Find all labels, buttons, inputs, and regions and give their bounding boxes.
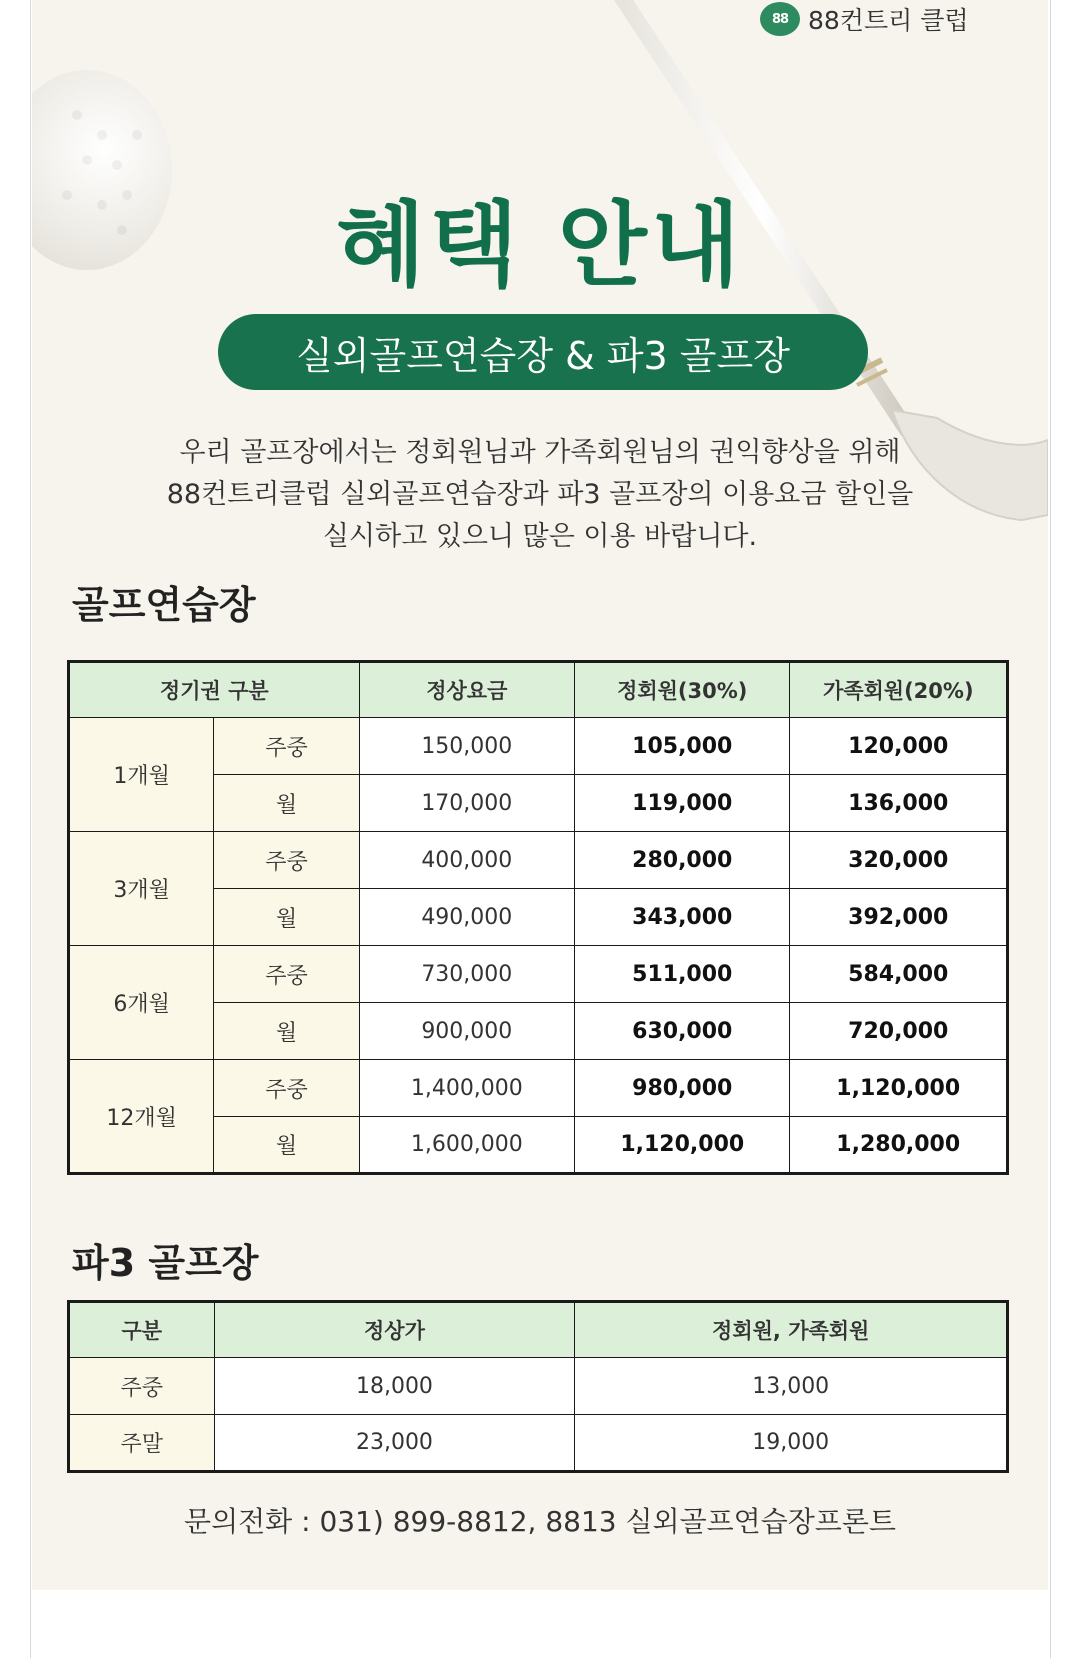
- period-cell: 12개월: [69, 1060, 214, 1174]
- table-row: [69, 1060, 1008, 1117]
- day-type-cell: 월: [214, 1117, 359, 1174]
- table-row: [69, 1358, 1008, 1415]
- header-member-price: 정회원(30%): [575, 662, 790, 718]
- header-member-price: 정회원, 가족회원: [575, 1302, 1008, 1358]
- member-price-cell: 343,000: [575, 889, 790, 946]
- day-type-cell: 주중: [69, 1358, 215, 1415]
- day-type-cell: 주말: [69, 1415, 215, 1472]
- header-family-price: 가족회원(20%): [790, 662, 1008, 718]
- day-type-cell: 주중: [214, 1060, 359, 1117]
- header-normal-price: 정상가: [214, 1302, 575, 1358]
- normal-price-cell: 1,400,000: [359, 1060, 574, 1117]
- member-price-cell: 1,120,000: [575, 1117, 790, 1174]
- member-price-cell: 119,000: [575, 775, 790, 832]
- range-price-table: [67, 660, 1009, 1175]
- subtitle-badge: 실외골프연습장 & 파3 골프장: [218, 314, 868, 390]
- member-price-cell: 13,000: [575, 1358, 1008, 1415]
- intro-line: 우리 골프장에서는 정회원님과 가족회원님의 권익향상을 위해: [179, 437, 901, 468]
- header-category: 구분: [69, 1302, 215, 1358]
- table-row: [69, 946, 1008, 1003]
- family-price-cell: 392,000: [790, 889, 1008, 946]
- normal-price-cell: 18,000: [214, 1358, 575, 1415]
- table-row: [69, 1415, 1008, 1472]
- member-price-cell: 19,000: [575, 1415, 1008, 1472]
- member-price-cell: 630,000: [575, 1003, 790, 1060]
- family-price-cell: 1,280,000: [790, 1117, 1008, 1174]
- range-section-title: 골프연습장: [72, 583, 256, 627]
- par3-section-title: 파3 골프장: [72, 1241, 259, 1285]
- intro-line: 실시하고 있으니 많은 이용 바랍니다.: [322, 521, 758, 552]
- family-price-cell: 720,000: [790, 1003, 1008, 1060]
- family-price-cell: 584,000: [790, 946, 1008, 1003]
- member-price-cell: 980,000: [575, 1060, 790, 1117]
- header-normal-price: 정상요금: [359, 662, 574, 718]
- day-type-cell: 월: [214, 889, 359, 946]
- normal-price-cell: 490,000: [359, 889, 574, 946]
- table-row: [69, 832, 1008, 889]
- day-type-cell: 주중: [214, 946, 359, 1003]
- par3-price-table: [67, 1300, 1009, 1473]
- brand-header: [760, 2, 969, 36]
- day-type-cell: 주중: [214, 832, 359, 889]
- normal-price-cell: 400,000: [359, 832, 574, 889]
- normal-price-cell: 150,000: [359, 718, 574, 775]
- normal-price-cell: 1,600,000: [359, 1117, 574, 1174]
- family-price-cell: 120,000: [790, 718, 1008, 775]
- 88-logo-icon: 88: [760, 2, 800, 36]
- family-price-cell: 1,120,000: [790, 1060, 1008, 1117]
- member-price-cell: 511,000: [575, 946, 790, 1003]
- day-type-cell: 월: [214, 775, 359, 832]
- family-price-cell: 320,000: [790, 832, 1008, 889]
- table-header-row: [69, 662, 1008, 718]
- member-price-cell: 280,000: [575, 832, 790, 889]
- table-header-row: [69, 1302, 1008, 1358]
- period-cell: 6개월: [69, 946, 214, 1060]
- contact-info: 문의전화 : 031) 899-8812, 8813 실외골프연습장프론트: [184, 1505, 896, 1538]
- family-price-cell: 136,000: [790, 775, 1008, 832]
- intro-line: 88컨트리클럽 실외골프연습장과 파3 골프장의 이용요금 할인을: [166, 479, 914, 510]
- period-cell: 1개월: [69, 718, 214, 832]
- member-price-cell: 105,000: [575, 718, 790, 775]
- normal-price-cell: 900,000: [359, 1003, 574, 1060]
- page-title: 혜택 안내: [336, 192, 744, 299]
- period-cell: 3개월: [69, 832, 214, 946]
- day-type-cell: 주중: [214, 718, 359, 775]
- day-type-cell: 월: [214, 1003, 359, 1060]
- normal-price-cell: 23,000: [214, 1415, 575, 1472]
- brand-name: 88컨트리 클럽: [808, 6, 969, 35]
- table-row: [69, 718, 1008, 775]
- intro-text: [100, 432, 980, 558]
- normal-price-cell: 170,000: [359, 775, 574, 832]
- header-pass-type: 정기권 구분: [69, 662, 360, 718]
- normal-price-cell: 730,000: [359, 946, 574, 1003]
